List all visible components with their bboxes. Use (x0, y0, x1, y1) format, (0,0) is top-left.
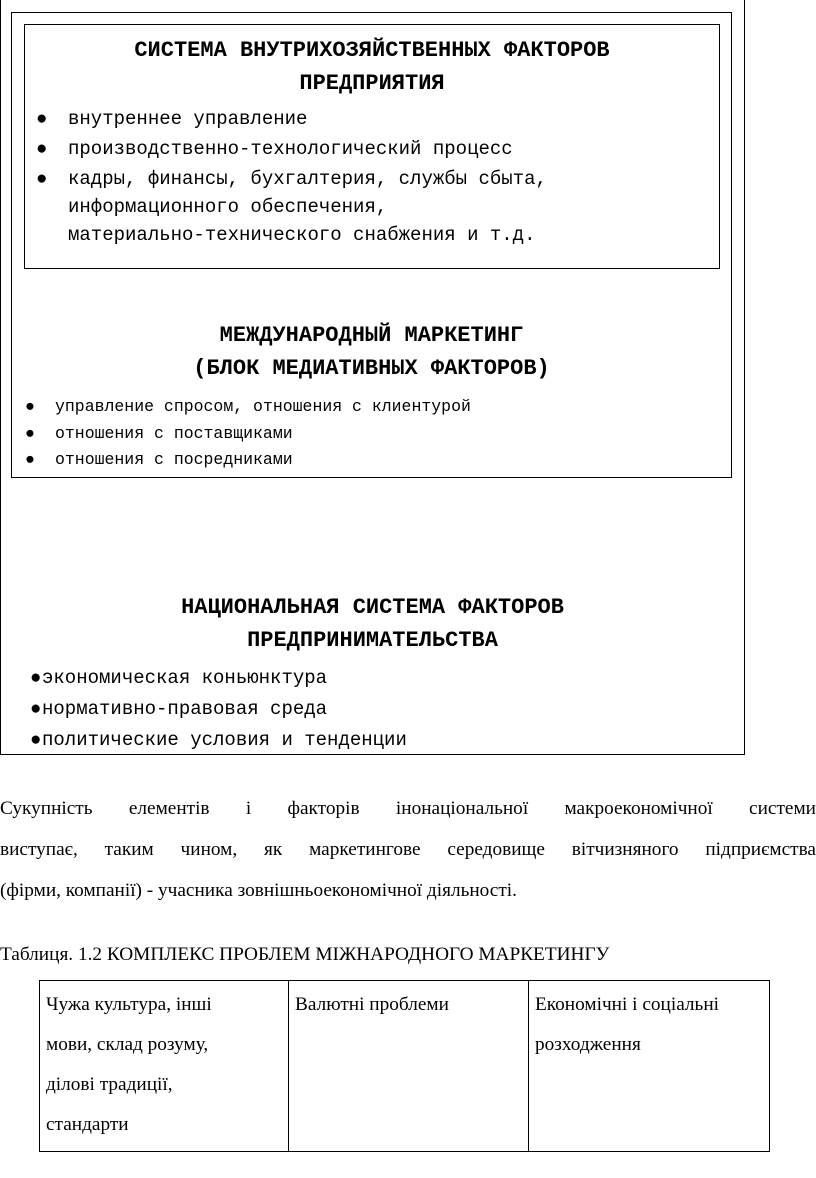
cell-line: ділові традиції, (46, 1074, 173, 1095)
block3-title-line2: ПРЕДПРИНИМАТЕЛЬСТВА (247, 628, 498, 653)
list-item-text-line: кадры, финансы, бухгалтерия, службы сбыта, (68, 168, 547, 190)
list-item-text: отношения с посредниками (55, 450, 293, 469)
list-item-text-line: информационного обеспечения, (68, 196, 388, 218)
block2-list (25, 394, 471, 474)
list-item (25, 447, 471, 474)
table-cell-culture (40, 981, 289, 1152)
list-item-text: отношения с поставщиками (55, 423, 293, 443)
block3-title (0, 591, 745, 657)
table-cell-economic (529, 981, 770, 1152)
body-paragraph (0, 788, 816, 911)
list-item-text-line: материально-технического снабжения и т.д. (68, 224, 536, 246)
list-item-text: экономическая коньюнктура (42, 667, 328, 689)
bullet-icon: ● (25, 450, 35, 469)
block2-title-line1: МЕЖДУНАРОДНЫЙ МАРКЕТИНГ (219, 323, 524, 348)
paragraph-line: Сукупність елементів і факторів інонаціональної макроекономічної системи (0, 798, 816, 819)
cell-line: мови, склад розуму, (46, 1034, 209, 1055)
block2-title (11, 319, 732, 385)
cell-line: розходження (535, 1034, 641, 1055)
list-item (36, 165, 547, 249)
block1-list (36, 105, 547, 251)
block2-title-line2: (БЛОК МЕДИАТИВНЫХ ФАКТОРОВ) (193, 356, 550, 381)
table-row (40, 981, 770, 1152)
bullet-icon: ● (36, 168, 48, 190)
block1-title (24, 34, 720, 100)
bullet-icon: ● (36, 108, 48, 130)
paragraph-line: (фірми, компанії) - учасника зовнішньоекономічної діяльності. (0, 880, 517, 901)
problems-table (39, 980, 770, 1152)
list-item (36, 105, 547, 133)
block3-list (30, 663, 407, 756)
table-caption: Таблиця. 1.2 КОМПЛЕКС ПРОБЛЕМ МІЖНАРОДНОГО МАРКЕТИНГУ (0, 944, 610, 965)
bullet-icon: ● (30, 698, 42, 720)
list-item (30, 694, 407, 725)
bullet-icon: ● (25, 397, 35, 416)
list-item-text: внутреннее управление (68, 108, 308, 130)
block3-title-line1: НАЦИОНАЛЬНАЯ СИСТЕМА ФАКТОРОВ (181, 595, 564, 620)
bullet-icon: ● (36, 138, 48, 160)
bullet-icon: ● (25, 423, 35, 443)
cell-line: стандарти (46, 1114, 129, 1135)
cell-line: Економічні і соціальні (535, 994, 720, 1015)
cell-line: Чужа культура, інші (46, 994, 212, 1015)
list-item (36, 135, 547, 163)
bullet-icon: ● (30, 729, 42, 751)
list-item (30, 725, 407, 756)
list-item (30, 663, 407, 694)
list-item (25, 394, 471, 421)
list-item-text: производственно-технологический процесс (68, 138, 513, 160)
list-item-text: нормативно-правовая среда (42, 698, 328, 720)
block1-title-line2: ПРЕДПРИЯТИЯ (299, 71, 445, 96)
cell-line: Валютні проблеми (295, 994, 449, 1015)
block1-title-line1: СИСТЕМА ВНУТРИХОЗЯЙСТВЕННЫХ ФАКТОРОВ (134, 38, 610, 63)
list-item-text: политические условия и тенденции (42, 729, 407, 751)
table-cell-currency (289, 981, 529, 1152)
list-item-text: управление спросом, отношения с клиентурой (55, 397, 471, 416)
list-item (25, 421, 471, 448)
bullet-icon: ● (30, 667, 42, 689)
paragraph-line: виступає, таким чином, як маркетингове середовище вітчизняного підприємства (0, 839, 816, 860)
